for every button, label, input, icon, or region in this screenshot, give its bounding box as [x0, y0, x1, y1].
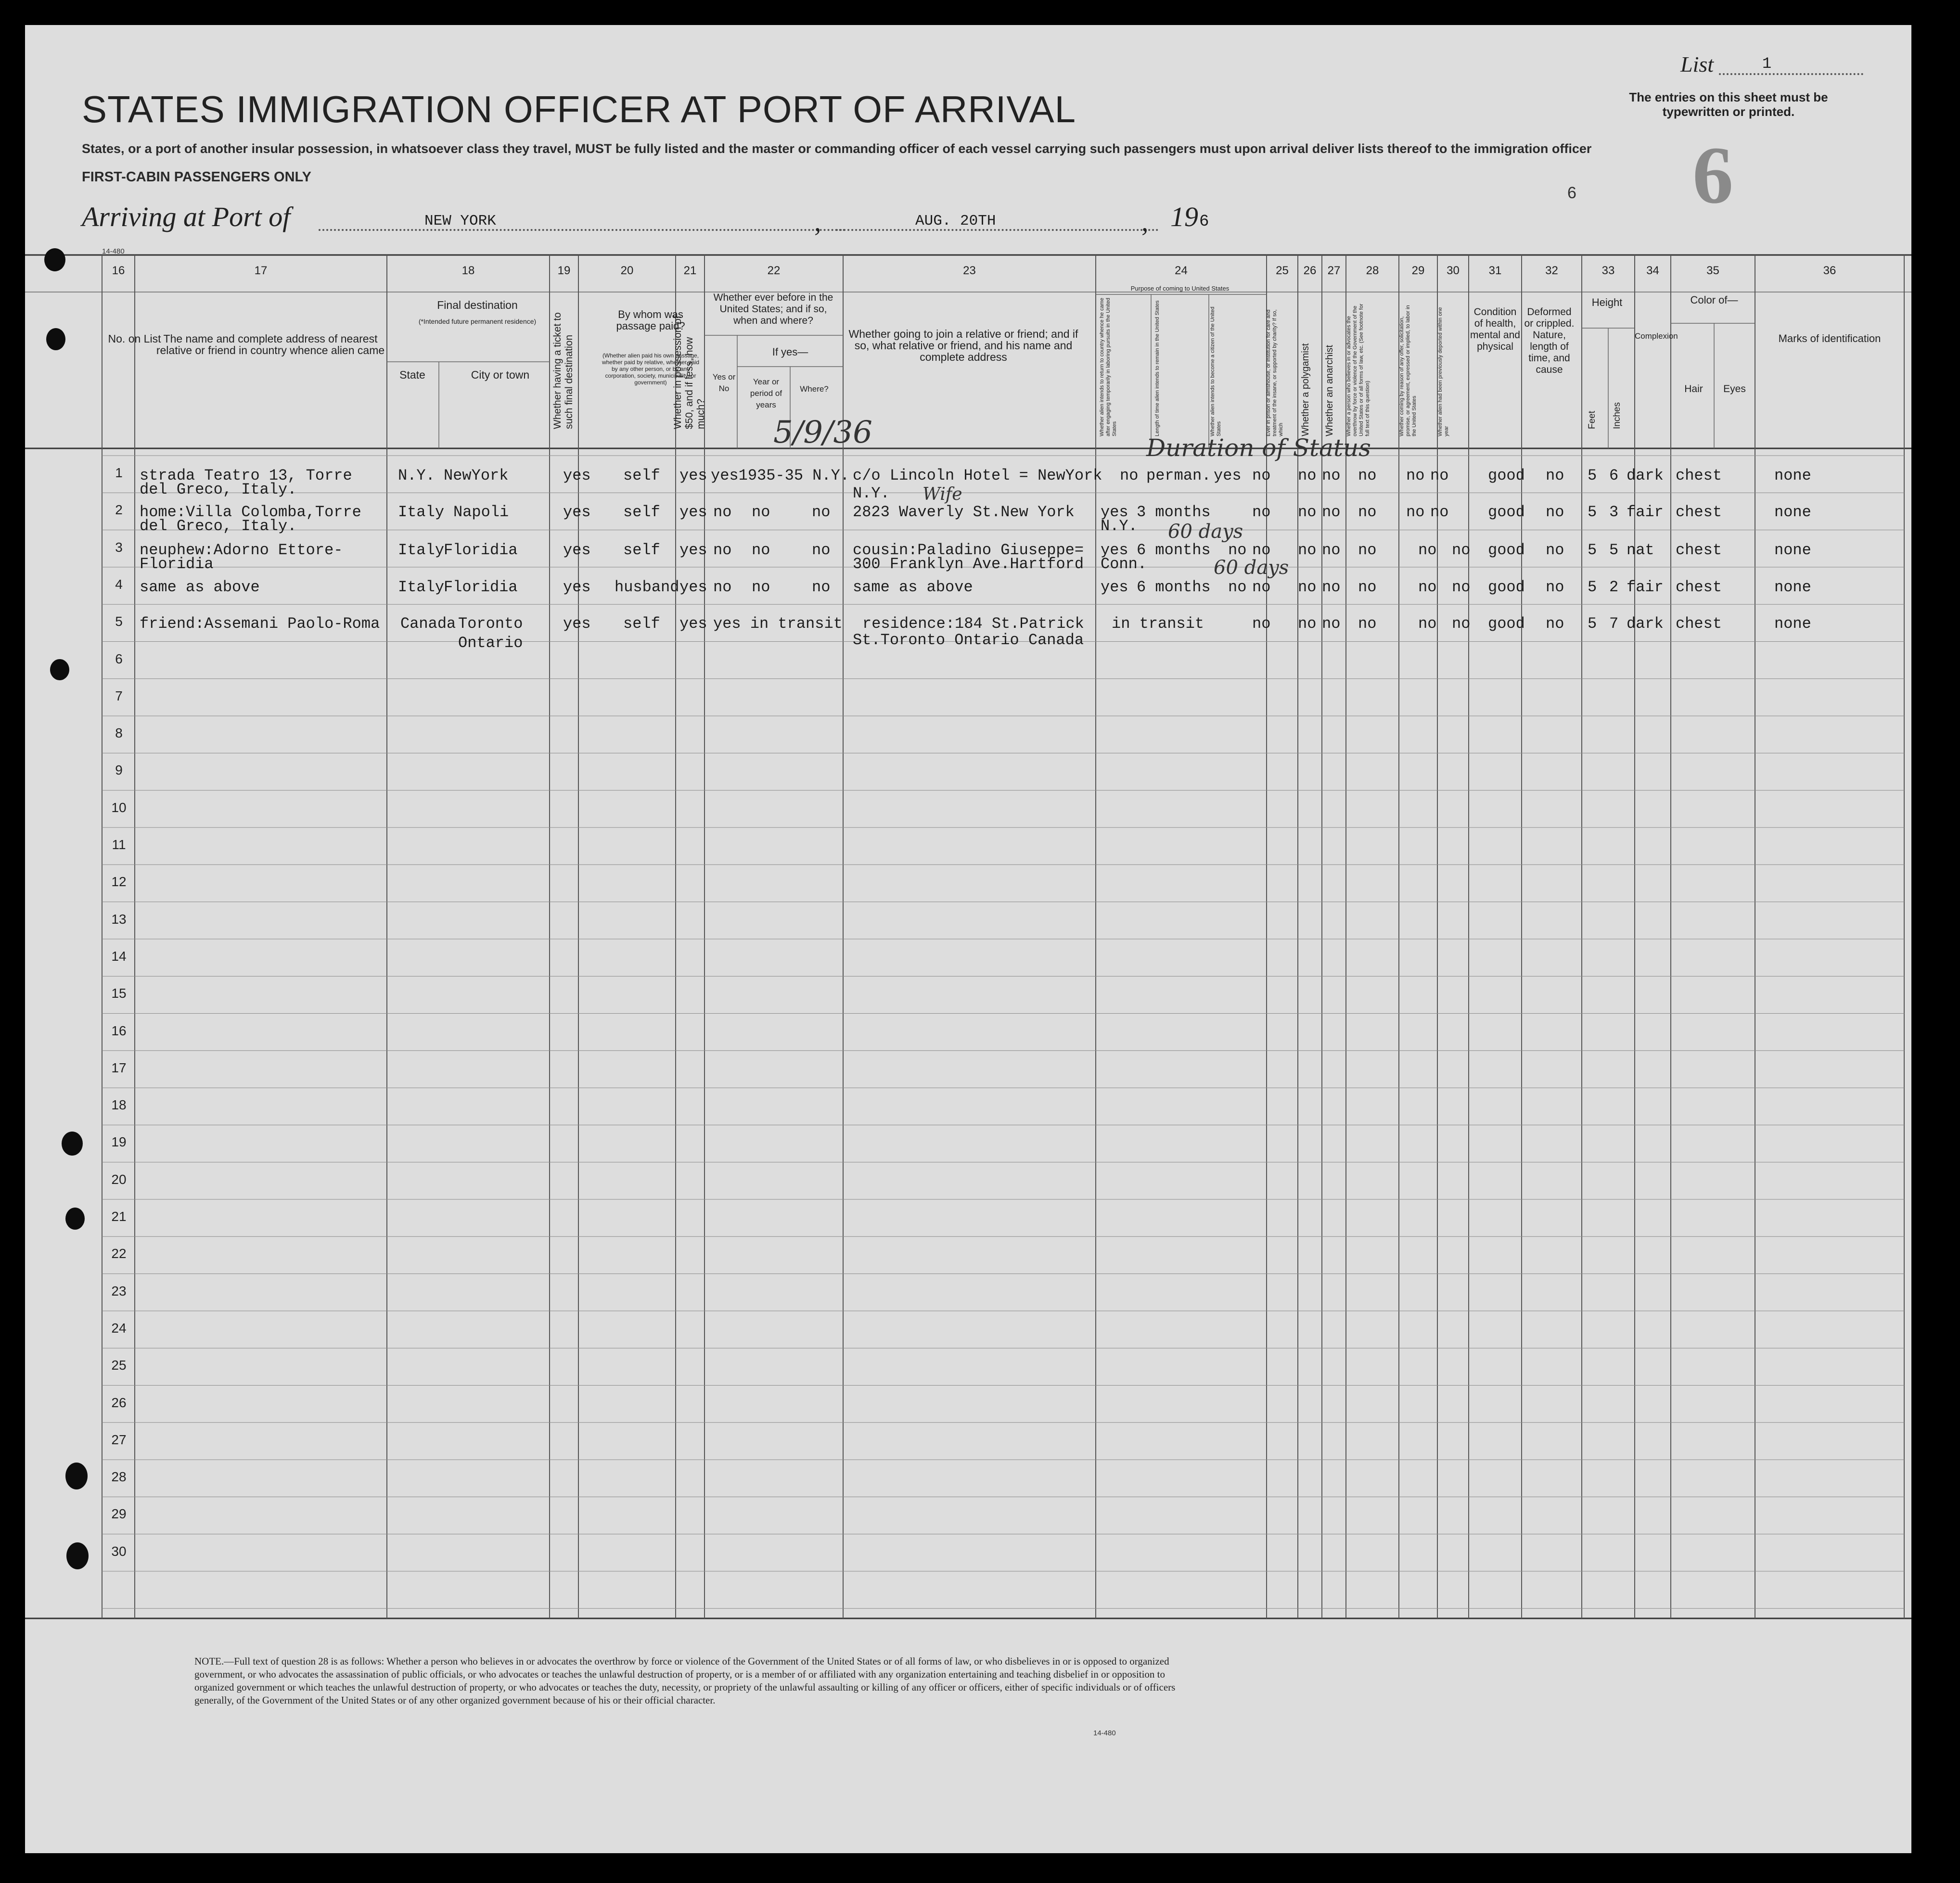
entry3-c28: no: [1358, 541, 1377, 559]
entry3-length: 6 months: [1137, 541, 1211, 559]
row-number: 17: [111, 1060, 127, 1075]
entry1-c27: no: [1322, 467, 1341, 484]
col23-heading: Whether going to join a relative or friend; and if so, what relative or friend, and his name and complete address: [848, 328, 1078, 363]
col24-heading: Purpose of coming to United States: [1130, 285, 1230, 292]
entry2-c26: no: [1298, 503, 1317, 521]
entry2-join-line2: N.Y.: [1101, 517, 1138, 535]
col17-heading: The name and complete address of nearest relative or friend in country whence alien came: [156, 332, 385, 356]
col22-ifyes: If yes—: [772, 346, 808, 358]
entry1-citizen: yes: [1214, 467, 1242, 484]
entry4-ticket: yes: [563, 578, 591, 596]
entry2-c28: no: [1358, 503, 1377, 521]
entry2-before-where: no: [812, 503, 831, 521]
entry4-hair: chest: [1676, 578, 1722, 596]
col34-heading: Complexion: [1635, 331, 1678, 341]
small-sheet-number: 6: [1567, 184, 1576, 202]
punch-hole: [62, 1132, 83, 1156]
entry5-c25: no: [1252, 615, 1271, 633]
entry1-ticket: yes: [563, 467, 591, 484]
column-number: 21: [683, 264, 697, 277]
entry5-relative: friend:Assemani Paolo-Roma: [140, 615, 380, 633]
col25-heading: Ever in prison or almshouse, or institution for care and treatment of the insane, or supported by charity? If so, which: [1266, 309, 1284, 436]
col22-where: Where?: [800, 384, 829, 394]
col30-heading: Whether alien had been previously deported within one year: [1437, 307, 1449, 436]
entry1-feet: 5: [1588, 467, 1597, 484]
entry5-join-line2: St.Toronto Ontario Canada: [853, 631, 1084, 649]
entry4-deformed: no: [1546, 578, 1564, 596]
entry4-marks: none: [1774, 578, 1811, 596]
passenger-class-label: FIRST-CABIN PASSENGERS ONLY: [82, 169, 311, 185]
entry1-c28: no: [1358, 467, 1377, 484]
entry3-c29: no: [1418, 541, 1437, 559]
row-number: 30: [111, 1543, 127, 1559]
entry5-inches: 7: [1609, 615, 1619, 633]
col33-feet: Feet: [1587, 410, 1597, 429]
entry5-hair: chest: [1676, 615, 1722, 633]
entry1-c30: no: [1430, 467, 1449, 484]
entry4-c28: no: [1358, 578, 1377, 596]
entry2-c29: no: [1406, 503, 1425, 521]
entry2-relative: home:Villa Colomba,Torre: [140, 503, 361, 521]
entry3-money: yes: [679, 541, 707, 559]
column-number: 27: [1327, 264, 1341, 277]
row-number: 27: [111, 1432, 127, 1447]
year-prefix: 19: [1170, 201, 1198, 232]
row-number: 1: [115, 465, 123, 480]
entry1-paid: self: [623, 467, 660, 484]
entry2-join: 2823 Waverly St.New York: [853, 503, 1075, 521]
entry2-inches: 3: [1609, 503, 1619, 521]
entry3-c30: no: [1452, 541, 1471, 559]
col18-heading: Final destination: [437, 299, 518, 311]
list-label: List: [1680, 52, 1714, 76]
entry1-c25: no: [1252, 467, 1271, 484]
entry3-join: cousin:Paladino Giuseppe=: [853, 541, 1084, 559]
column-number: 24: [1175, 264, 1188, 277]
entry1-complexion: dark: [1627, 467, 1664, 484]
port-value: NEW YORK: [424, 213, 496, 229]
column-number: 20: [620, 264, 634, 277]
entry1-deformed: no: [1546, 467, 1564, 484]
entry5-before: yes in transit: [713, 615, 843, 633]
col33-inches: Inches: [1612, 402, 1622, 429]
entry5-c28: no: [1358, 615, 1377, 633]
column-number: 22: [767, 264, 781, 277]
entry3-feet: 5: [1588, 541, 1597, 559]
handwritten-wife: Wife: [922, 484, 962, 504]
col22-period: Year or period of years: [750, 377, 782, 409]
entry2-feet: 5: [1588, 503, 1597, 521]
entry4-length: 6 months: [1137, 578, 1211, 596]
entry4-complexion: fair: [1627, 578, 1664, 596]
entry2-before-period: no: [752, 503, 770, 521]
col26-heading: Whether a polygamist: [1300, 343, 1311, 436]
entry4-relative: same as above: [140, 578, 260, 596]
entry3-inches: 5: [1609, 541, 1619, 559]
instruction-text: States, or a port of another insular possession, in whatsoever class they travel, MUST be fully listed and the master or commanding officer of each vessel carrying such passengers must upon arrival deliver lists thereof to the immigration officer: [82, 141, 1592, 156]
col20-heading: By whom was passage paid?: [616, 308, 685, 332]
row-number: 5: [115, 614, 123, 629]
punch-hole: [65, 1208, 85, 1230]
column-number: 30: [1447, 264, 1460, 277]
entry4-before-yn: no: [713, 578, 732, 596]
entry3-ticket: yes: [563, 541, 591, 559]
page-title: STATES IMMIGRATION OFFICER AT PORT OF ARRIVAL: [82, 88, 1076, 130]
entry1-health: good: [1488, 467, 1525, 484]
entry1-c29: no: [1406, 467, 1425, 484]
column-number: 25: [1276, 264, 1289, 277]
entry4-feet: 5: [1588, 578, 1597, 596]
row-number: 23: [111, 1283, 127, 1298]
row-number: 24: [111, 1320, 127, 1336]
entry5-length: in transit: [1112, 615, 1204, 633]
entry5-c30: no: [1452, 615, 1471, 633]
date-value: AUG. 20TH: [915, 213, 996, 229]
col29-heading: Whether coming by reason of any offer, solicitation, promise, or agreement, expressed or implied, to labor in the United States: [1399, 305, 1417, 436]
row-number: 3: [115, 539, 123, 555]
date-dotted-line: [836, 228, 1158, 231]
row-number: 2: [115, 502, 123, 518]
entry1-purpose: no: [1120, 467, 1139, 484]
column-number: 28: [1366, 264, 1379, 277]
entry1-inches: 6: [1609, 467, 1619, 484]
form-number-bottom: 14-480: [1093, 1729, 1116, 1737]
entry3-relative-line2: Floridia: [140, 555, 214, 573]
col18-state: State: [399, 369, 425, 381]
col19-heading: Whether having a ticket to such final destination: [552, 312, 575, 429]
row-number: 14: [111, 948, 127, 964]
entry5-health: good: [1488, 615, 1525, 633]
entry3-before-period: no: [752, 541, 770, 559]
entry4-citizen: no: [1228, 578, 1247, 596]
col24-b: Length of time alien intends to remain in the United States: [1154, 300, 1160, 436]
row-number: 19: [111, 1134, 127, 1150]
col24-c: Whether alien intends to become a citizen of the United States: [1210, 306, 1222, 436]
entry2-money: yes: [679, 503, 707, 521]
entry3-hair: chest: [1676, 541, 1722, 559]
entries-note: The entries on this sheet must be typewritten or printed.: [1629, 90, 1828, 119]
entry3-before-where: no: [812, 541, 831, 559]
row-number: 8: [115, 725, 123, 741]
entry4-join: same as above: [853, 578, 973, 596]
col21-heading: Whether in possession of $50, and if less, how much?: [672, 316, 706, 429]
entry1-relative: strada Teatro 13, Torre: [140, 467, 352, 484]
punch-hole: [46, 328, 65, 350]
entry4-city: Floridia: [444, 578, 518, 596]
punch-hole: [50, 659, 69, 680]
col36-heading: Marks of identification: [1778, 332, 1881, 344]
entry1-state: N.Y.: [398, 467, 435, 484]
column-number: 32: [1545, 264, 1558, 277]
row-number: 9: [115, 763, 123, 778]
entry3-citizen: no: [1228, 541, 1247, 559]
row-number: 20: [111, 1171, 127, 1187]
entry2-complexion: fair: [1627, 503, 1664, 521]
row-number: 22: [111, 1246, 127, 1261]
entry3-deformed: no: [1546, 541, 1564, 559]
footnote: NOTE.—Full text of question 28 is as follows: Whether a person who believes in or advocates the overthrow by force or violence of the Government of the United States or of all forms of law, or who disbelieves in or is opposed to organized government, or who advocates the assassination of public officials, or who advocates or teaches the unlawful destruction of property, or is a member of or affiliated with any organization entertaining and teaching disbelief in or opposition to organized government or which teaches the unlawful destruction of property, or who advocates or teaches the duty, necessity, or propriety of the unlawful assaulting or killing of any officer or officers, either of specific individuals or of officers generally, of the Government of the United States or of any other organized government because of his or their official character.: [194, 1655, 1176, 1706]
entry3-relative: neuphew:Adorno Ettore-: [140, 541, 343, 559]
entry2-join-line1: N.Y.: [853, 484, 890, 502]
entry4-money: yes: [679, 578, 707, 596]
entry2-before-yn: no: [713, 503, 732, 521]
list-number: 1: [1762, 55, 1772, 73]
col27-heading: Whether an anarchist: [1324, 344, 1335, 436]
entry5-join: residence:184 St.Patrick: [862, 615, 1084, 633]
column-number: 26: [1303, 264, 1317, 277]
col18-city: City or town: [471, 369, 530, 381]
entry3-state: Italy: [398, 541, 445, 559]
row-number: 28: [111, 1469, 127, 1485]
row-number: 25: [111, 1358, 127, 1373]
col20-subheading: (Whether alien paid his own passage, whether paid by relative, whether paid by any other person, or by any corporation, society, municipality, or government): [602, 352, 700, 386]
row-number: 29: [111, 1506, 127, 1522]
manifest-sheet: STATES IMMIGRATION OFFICER AT PORT OF ARRIVAL States, or a port of another insular possession, in whatsoever class they travel, MUST be fully listed and the master or commanding officer of each vessel carrying such passengers must upon arrival deliver lists thereof to the immigration officer FIRST-CABIN PASSENGERS ONLY Arriving at Port of NEW YORK , AUG. 20TH , 19 6 List 1 The entries on this sheet must be typewritten or printed. 6 6 14-480 16 17 18 19 20 21 22 23 24 25 26 27 28 29 30 31 32 33 34 35 36 No. on List The name and complete address of nearest relative or friend in country whence alien came Final destination (*Intended future permanent residence) State City or town Whether having a ticket to such final destination By whom was passage paid? (Whether alien paid his own passage, whether paid by relative, whether paid by any other person, or by any corporation, society, municipality, or government) Whether in possession of $50, and if less, how much? Whether ever before in the United States; and if so, when and where? Yes or No If yes— Year or period of years Where? Whether going to join a relative or friend; and if so, what relative or friend, and his name and complete address Purpose of coming to United States Whether alien intends to return to country whence he came after engaging temporarily in laboring pursuits in the United States Length of time alien intends to remain in the United States Whether alien intends to become a citizen of the United States Ever in prison or almshouse, or institution for care and treatment of the insane, or supported by charity? If so, which Whether a polygamist Whether an anarchist Whether a person who believes in or advocates the overthrow by force or violence of the Government of the United States or of all forms of law, etc. (See footnote for full text of this question) Whether coming by reason of any offer, solicitation, promise, or agreement, expressed or implied, to labor in the United States Whether alien had been previously deported within one year Condition of health, mental and physical Deformed or crippled. Nature, length of time, and cause Height Feet Inches Complexion Color of— Hair Eyes Marks of identification 1 2 3 4 5 6 7 8 9 10 11 12 13 14 15 16 17 18 19 20 21 22 23 24 25 26 27 28 29 30 strada Teatro 13, Torre del Greco, Italy. N.Y. NewYork yes self yes yes1935-35 N.Y. c/o Lincoln Hotel = NewYork no perman. yes no no no no no no good no 5 6 dark chest none home:Villa Colomba,Torre del Greco, Italy. Italy Napoli yes self yes no no no N.Y. 2823 Waverly St.New York N.Y. yes 3 months no no no no no no good no 5 3 fair chest none neuphew:Adorno Ettore- Floridia Italy Floridia yes self yes no no no cousin:Paladino Giuseppe= 300 Franklyn Ave.Hartford yes 6 months no no no no no no no good no 5 5 nat chest none same as above Italy Floridia yes husband yes no no no same as above Conn. yes 6 months no no no no no no no good no 5 2 fair chest none friend:Assemani Paolo-Roma Canada Toronto Ontario yes self yes yes in transit residence:184 St.Patrick St.Toronto Ontario Canada in transit no no no no no no good no 5 7 dark chest none 5/9/36 Duration of Status Wife 60 days 60 days NOTE.—Full text of question 28 is as follows: Whether a person who believes in or advocates the overthrow by force or violence of the Government of the United States or of all forms of law, or who disbelieves in or is opposed to organized government, or who advocates the assassination of public officials, or who advocates or teaches the unlawful destruction of property, or is a member of or affiliated with any organization entertaining and teaching disbelief in or opposition to organized government or which teaches the unlawful destruction of property, or who advocates or teaches the duty, necessity, or propriety of the unlawful assaulting or killing of any officer or officers, either of specific individuals or of officers generally, of the Government of the United States or of any other organized government because of his or their official character. 14-480: [25, 25, 1911, 1853]
entry4-c27: no: [1322, 578, 1341, 596]
punch-hole: [66, 1542, 89, 1569]
entry2-ticket: yes: [563, 503, 591, 521]
entry1-join: c/o Lincoln Hotel = NewYork: [853, 467, 1102, 484]
entry4-before-period: no: [752, 578, 770, 596]
entry5-marks: none: [1774, 615, 1811, 633]
row-number: 7: [115, 688, 123, 703]
entry5-deformed: no: [1546, 615, 1564, 633]
col22-yesno: Yes or No: [712, 372, 736, 393]
entry2-deformed: no: [1546, 503, 1564, 521]
entry5-money: yes: [679, 615, 707, 633]
entry2-state: Italy: [398, 503, 445, 521]
entry2-c27: no: [1322, 503, 1341, 521]
entry5-complexion: dark: [1627, 615, 1664, 633]
entry4-purpose: yes: [1101, 578, 1128, 596]
port-dotted-line: [319, 228, 845, 231]
row-number: 11: [112, 837, 126, 852]
entry3-c25: no: [1252, 541, 1271, 559]
column-number: 17: [254, 264, 268, 277]
entry3-paid: self: [623, 541, 660, 559]
entry1-city: NewYork: [444, 467, 509, 484]
entry3-c27: no: [1322, 541, 1341, 559]
col35-hair: Hair: [1684, 383, 1703, 394]
entry3-marks: none: [1774, 541, 1811, 559]
col31-heading: Condition of health, mental and physical: [1470, 306, 1520, 352]
entry3-before-yn: no: [713, 541, 732, 559]
entry1-length: perman.: [1146, 467, 1211, 484]
row-number: 12: [111, 874, 127, 890]
col33-heading: Height: [1591, 296, 1623, 308]
entry1-relative-line2: del Greco, Italy.: [140, 481, 297, 498]
entry5-city-line2: Ontario: [458, 634, 523, 652]
col28-heading: Whether a person who believes in or advocates the overthrow by force or violence of the Government of the United States or of all forms of law, etc. (See footnote for full text of this question): [1346, 304, 1371, 436]
col18-subheading: (*Intended future permanent residence): [418, 318, 537, 325]
col16-heading: No. on List: [108, 332, 161, 345]
entry4-health: good: [1488, 578, 1525, 596]
col35-heading: Color of—: [1690, 294, 1738, 306]
column-number: 33: [1601, 264, 1615, 277]
row-number: 13: [111, 911, 127, 927]
entry2-paid: self: [623, 503, 660, 521]
entry2-purpose: yes: [1101, 503, 1128, 521]
entry2-length: 3 months: [1137, 503, 1211, 521]
entry4-c25: no: [1252, 578, 1271, 596]
handwritten-date-note: 5/9/36: [773, 415, 872, 450]
column-number: 31: [1488, 264, 1502, 277]
entry1-c26: no: [1298, 467, 1317, 484]
entry5-paid: self: [623, 615, 660, 633]
entry5-city: Toronto: [458, 615, 523, 633]
handwritten-duration-of-status: Duration of Status: [1146, 434, 1371, 462]
row-number: 26: [111, 1395, 127, 1410]
row-number: 4: [115, 576, 123, 592]
entry4-c26: no: [1298, 578, 1317, 596]
entry1-hair: chest: [1676, 467, 1722, 484]
entry3-purpose: yes: [1101, 541, 1128, 559]
entry2-city: Napoli: [453, 503, 509, 521]
entry4-c29: no: [1418, 578, 1437, 596]
form-number-top: 14-480: [102, 247, 125, 255]
entry2-marks: none: [1774, 503, 1811, 521]
column-number: 19: [557, 264, 571, 277]
punch-hole: [65, 1463, 88, 1489]
entry2-health: good: [1488, 503, 1525, 521]
sheet-number: 6: [1692, 130, 1733, 220]
row-number: 21: [111, 1209, 127, 1224]
entry2-c30: no: [1430, 503, 1449, 521]
row-number: 15: [111, 986, 127, 1001]
entry4-paid: husband: [615, 578, 679, 596]
col32-heading: Deformed or crippled. Nature, length of time, and cause: [1524, 306, 1575, 375]
entry2-hair: chest: [1676, 503, 1722, 521]
entry3-city: Floridia: [444, 541, 518, 559]
col35-eyes: Eyes: [1723, 383, 1746, 394]
col22-heading: Whether ever before in the United States; and if so, when and where?: [713, 292, 833, 326]
entry2-c25: no: [1252, 503, 1271, 521]
column-number: 29: [1411, 264, 1425, 277]
entry4-inches: 2: [1609, 578, 1619, 596]
entry3-join-conn: Conn.: [1101, 555, 1147, 573]
handwritten-days-2: 60 days: [1214, 557, 1289, 579]
column-number: 16: [112, 264, 125, 277]
column-number: 36: [1823, 264, 1836, 277]
col24-a: Whether alien intends to return to country whence he came after engaging temporarily in laboring pursuits in the United States: [1099, 298, 1117, 436]
entry1-before: yes1935-35 N.Y.: [711, 467, 850, 484]
entry4-c30: no: [1452, 578, 1471, 596]
entry1-marks: none: [1774, 467, 1811, 484]
entry3-complexion: nat: [1627, 541, 1654, 559]
entry5-state: Canada: [400, 615, 456, 633]
entry5-c29: no: [1418, 615, 1437, 633]
entry4-before-where: no: [812, 578, 831, 596]
row-number: 10: [111, 800, 127, 815]
punch-hole: [44, 248, 65, 271]
entry5-c27: no: [1322, 615, 1341, 633]
entry5-ticket: yes: [563, 615, 591, 633]
column-number: 23: [963, 264, 976, 277]
row-number: 16: [111, 1023, 127, 1038]
column-number: 34: [1646, 264, 1659, 277]
entry3-health: good: [1488, 541, 1525, 559]
entry4-state: Italy: [398, 578, 445, 596]
year-digit: 6: [1199, 213, 1209, 231]
entry2-relative-line2: del Greco, Italy.: [140, 517, 297, 535]
handwritten-days-1: 60 days: [1168, 521, 1243, 543]
entry5-feet: 5: [1588, 615, 1597, 633]
entry1-money: yes: [679, 467, 707, 484]
row-number: 6: [115, 651, 123, 666]
arriving-label: Arriving at Port of: [82, 201, 291, 232]
row-number: 18: [111, 1097, 127, 1113]
column-number: 35: [1706, 264, 1719, 277]
entry3-join-line2: 300 Franklyn Ave.Hartford: [853, 555, 1084, 573]
entry3-c26: no: [1298, 541, 1317, 559]
column-number: 18: [461, 264, 475, 277]
entry5-c26: no: [1298, 615, 1317, 633]
